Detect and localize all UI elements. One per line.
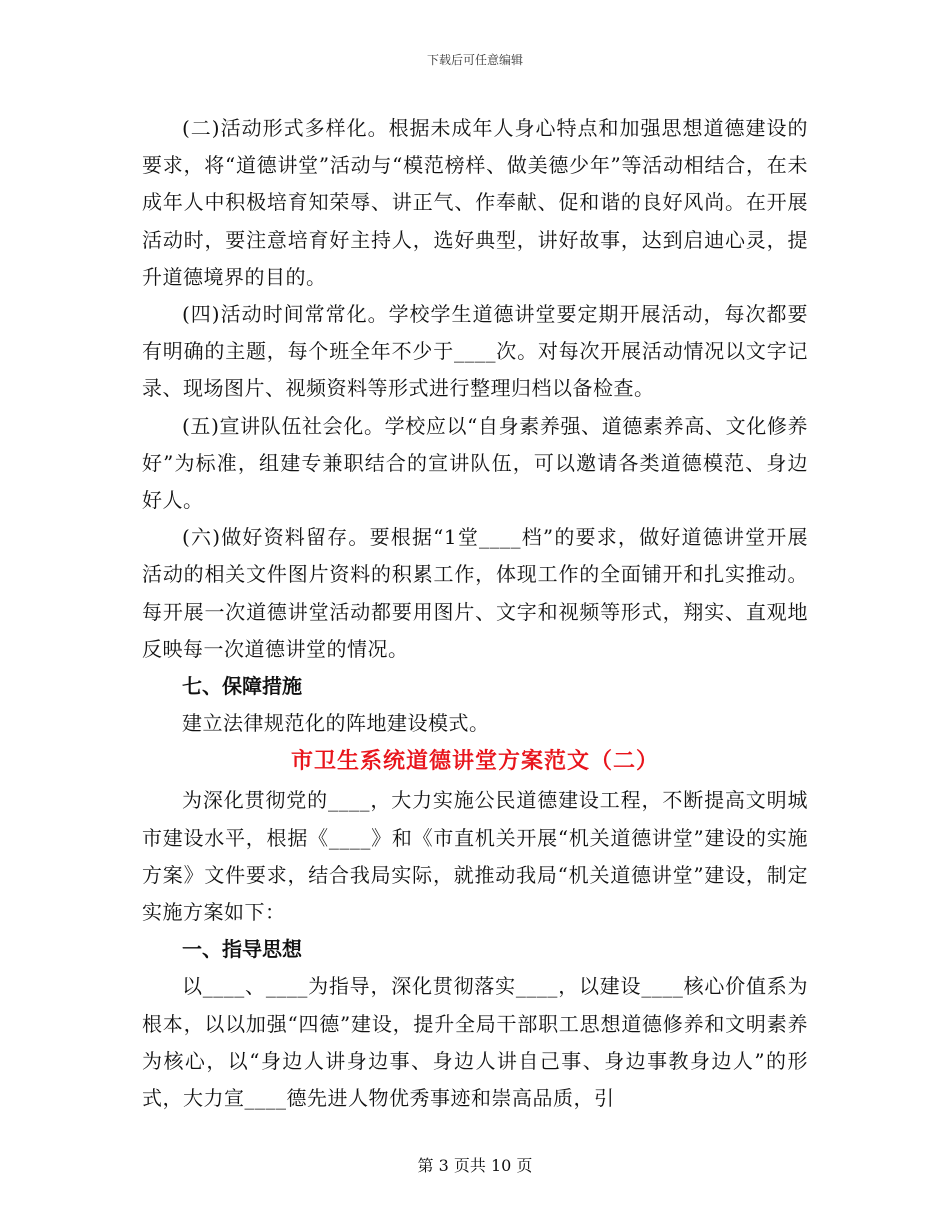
page-number: 第 3 页共 10 页: [417, 1156, 533, 1175]
section-heading-safeguards: 七、保障措施: [182, 674, 302, 699]
paragraph-record-keeping: (六)做好资料留存。要根据“1堂____档”的要求，做好道德讲堂开展活动的相关文件图片资料的积累工作，体现工作的全面铺开和扎实推动。每开展一次道德讲堂活动都要用图片、文字和视频等形式，翔实、直观地反映每一次道德讲堂的情况。: [142, 525, 808, 661]
paragraph-lecturer-team: (五)宣讲队伍社会化。学校应以“自身素养强、道德素养高、文化修养好”为标准，组建专兼职结合的宣讲队伍，可以邀请各类道德模范、身边好人。: [142, 413, 808, 513]
paragraph-activity-forms: (二)活动形式多样化。根据未成年人身心特点和加强思想道德建设的要求，将“道德讲堂”活动与“模范榜样、做美德少年”等活动相结合，在未成年人中积极培育知荣辱、讲正气、作奉献、促和谐的良好风尚。在开展活动时，要注意培育好主持人，选好典型，讲好故事，达到启迪心灵，提升道德境界的目的。: [142, 116, 808, 289]
page-header: 下载后可任意编辑: [426, 53, 523, 67]
paragraph-introduction: 为深化贯彻党的____，大力实施公民道德建设工程，不断提高文明城市建设水平，根据《____》和《市直机关开展“机关道德讲堂”建设的实施方案》文件要求，结合我局实际，就推动我局“机关道德讲堂”建设，制定实施方案如下：: [142, 788, 808, 925]
document-title: 市卫生系统道德讲堂方案范文（二）: [290, 749, 659, 775]
paragraph-activity-schedule: (四)活动时间常常化。学校学生道德讲堂要定期开展活动，每次都要有明确的主题，每个班全年不少于____次。对每次开展活动情况以文字记录、现场图片、视频资料等形式进行整理归档以备检查。: [142, 302, 808, 401]
section-heading-guiding-ideology: 一、指导思想: [182, 937, 302, 962]
document-body: [142, 110, 808, 1117]
paragraph-legal-standardization: 建立法律规范化的阵地建设模式。: [182, 711, 490, 736]
paragraph-guiding-ideology: 以____、____为指导，深化贯彻落实____，以建设____核心价值系为根本，以以加强“四德”建设，提升全局干部职工思想道德修养和文明素养为核心，以“身边人讲身边事、身边人讲自己事、身边事教身边人”的形式，大力宣____德先进人物优秀事迹和崇高品质，引: [142, 974, 808, 1111]
